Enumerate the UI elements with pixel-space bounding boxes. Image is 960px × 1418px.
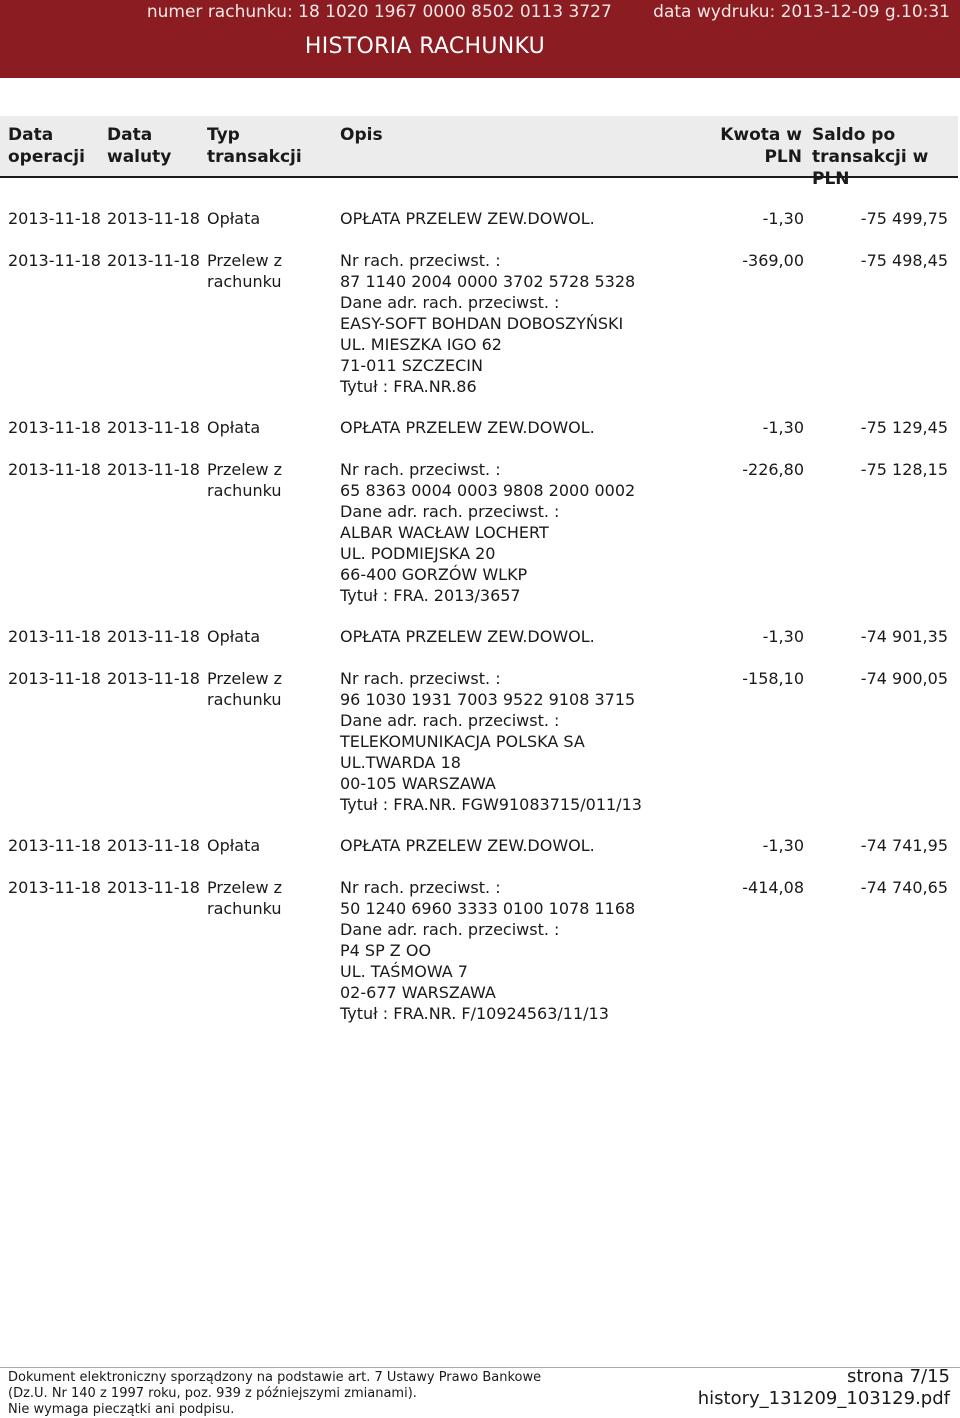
- cell-balance: -75 498,45: [860, 251, 948, 270]
- cell-type: Przelew z rachunku: [207, 251, 283, 291]
- cell-description: [340, 250, 730, 397]
- cell-date: 2013-11-18: [8, 251, 101, 270]
- footer-page-info: [650, 1366, 950, 1410]
- description-line: UL.TWARDA 18: [340, 753, 461, 772]
- description-line: Dane adr. rach. przeciwst. :: [340, 711, 560, 730]
- column-header-row: [0, 116, 958, 189]
- description-line: 65 8363 0004 0003 9808 2000 0002: [340, 481, 636, 500]
- cell-balance: -74 901,35: [860, 627, 948, 646]
- cell-amount: -414,08: [742, 878, 804, 897]
- footer-note-line: Dokument elektroniczny sporządzony na podstawie art. 7 Ustawy Prawo Bankowe: [8, 1370, 542, 1385]
- description-line: Nr rach. przeciwst. :: [340, 251, 501, 270]
- transactions-table: [0, 208, 960, 1044]
- table-row: [0, 250, 960, 417]
- description-line: Dane adr. rach. przeciwst. :: [340, 920, 560, 939]
- cell-date: 2013-11-18: [8, 669, 101, 688]
- file-name: history_131209_103129.pdf: [697, 1388, 950, 1409]
- description-line: 71-011 SZCZECIN: [340, 356, 483, 375]
- column-type: Typ transakcji: [207, 125, 302, 167]
- cell-type: Przelew z rachunku: [207, 878, 283, 918]
- description-line: OPŁATA PRZELEW ZEW.DOWOL.: [340, 418, 595, 437]
- account-number: numer rachunku: 18 1020 1967 0000 8502 0113 3727: [146, 2, 612, 22]
- description-line: UL. PODMIEJSKA 20: [340, 544, 496, 563]
- cell-valuta: 2013-11-18: [107, 209, 200, 228]
- cell-type: Opłata: [207, 418, 261, 437]
- description-line: 87 1140 2004 0000 3702 5728 5328: [340, 272, 636, 291]
- cell-valuta: 2013-11-18: [107, 836, 200, 855]
- description-line: UL. MIESZKA IGO 62: [340, 335, 502, 354]
- description-line: 96 1030 1931 7003 9522 9108 3715: [340, 690, 636, 709]
- cell-balance: -75 128,15: [860, 460, 948, 479]
- description-line: Tytuł : FRA.NR. F/10924563/11/13: [340, 1004, 609, 1023]
- footer-note-line: Nie wymaga pieczątki ani podpisu.: [8, 1402, 235, 1417]
- page-title: HISTORIA RACHUNKU: [304, 34, 546, 59]
- column-description: Opis: [340, 125, 383, 145]
- cell-type: Opłata: [207, 209, 261, 228]
- description-line: EASY-SOFT BOHDAN DOBOSZYŃSKI: [340, 314, 624, 333]
- description-line: Nr rach. przeciwst. :: [340, 460, 501, 479]
- cell-description: [340, 459, 730, 606]
- cell-date: 2013-11-18: [8, 209, 101, 228]
- cell-amount: -369,00: [742, 251, 804, 270]
- description-line: OPŁATA PRZELEW ZEW.DOWOL.: [340, 836, 595, 855]
- cell-description: [340, 208, 730, 229]
- description-line: 02-677 WARSZAWA: [340, 983, 496, 1002]
- cell-amount: -158,10: [742, 669, 804, 688]
- cell-type: Opłata: [207, 627, 261, 646]
- description-line: Dane adr. rach. przeciwst. :: [340, 502, 560, 521]
- footer-note: [8, 1370, 542, 1418]
- cell-balance: -74 741,95: [860, 836, 948, 855]
- description-line: 00-105 WARSZAWA: [340, 774, 496, 793]
- cell-date: 2013-11-18: [8, 836, 101, 855]
- cell-description: [340, 417, 730, 438]
- description-line: Tytuł : FRA.NR. FGW91083715/011/13: [340, 795, 642, 814]
- column-balance: Saldo po transakcji w PLN: [812, 125, 929, 189]
- description-line: Nr rach. przeciwst. :: [340, 669, 501, 688]
- cell-amount: -226,80: [742, 460, 804, 479]
- column-valuta: Data waluty: [107, 125, 172, 167]
- cell-valuta: 2013-11-18: [107, 418, 200, 437]
- cell-valuta: 2013-11-18: [107, 669, 200, 688]
- description-line: ALBAR WACŁAW LOCHERT: [340, 523, 549, 542]
- table-row: [0, 626, 960, 668]
- cell-date: 2013-11-18: [8, 418, 101, 437]
- table-row: [0, 417, 960, 459]
- cell-amount: -1,30: [762, 418, 804, 437]
- cell-balance: -75 129,45: [860, 418, 948, 437]
- description-line: OPŁATA PRZELEW ZEW.DOWOL.: [340, 627, 595, 646]
- cell-type: Przelew z rachunku: [207, 669, 283, 709]
- document-header: [0, 0, 960, 78]
- description-line: 50 1240 6960 3333 0100 1078 1168: [340, 899, 636, 918]
- table-row: [0, 208, 960, 250]
- description-line: OPŁATA PRZELEW ZEW.DOWOL.: [340, 209, 595, 228]
- header-meta: [111, 2, 950, 22]
- column-date: Data operacji: [8, 125, 85, 167]
- cell-description: [340, 626, 730, 647]
- table-row: [0, 459, 960, 626]
- cell-balance: -74 740,65: [860, 878, 948, 897]
- description-line: Tytuł : FRA. 2013/3657: [340, 586, 521, 605]
- cell-balance: -74 900,05: [860, 669, 948, 688]
- table-row: [0, 668, 960, 835]
- description-line: Dane adr. rach. przeciwst. :: [340, 293, 560, 312]
- cell-valuta: 2013-11-18: [107, 460, 200, 479]
- description-line: 66-400 GORZÓW WLKP: [340, 565, 528, 584]
- table-row: [0, 877, 960, 1044]
- cell-date: 2013-11-18: [8, 460, 101, 479]
- print-date: data wydruku: 2013-12-09 g.10:31: [653, 2, 950, 22]
- cell-date: 2013-11-18: [8, 878, 101, 897]
- description-line: UL. TAŚMOWA 7: [340, 962, 468, 981]
- description-line: Tytuł : FRA.NR.86: [340, 377, 477, 396]
- cell-description: [340, 877, 730, 1024]
- table-row: [0, 835, 960, 877]
- column-amount: Kwota w PLN: [720, 125, 802, 167]
- cell-amount: -1,30: [762, 209, 804, 228]
- description-line: TELEKOMUNIKACJA POLSKA SA: [340, 732, 585, 751]
- cell-balance: -75 499,75: [860, 209, 948, 228]
- cell-type: Opłata: [207, 836, 261, 855]
- cell-description: [340, 668, 730, 815]
- footer-note-line: (Dz.U. Nr 140 z 1997 roku, poz. 939 z późniejszymi zmianami).: [8, 1386, 417, 1401]
- description-line: Nr rach. przeciwst. :: [340, 878, 501, 897]
- cell-description: [340, 835, 730, 856]
- cell-valuta: 2013-11-18: [107, 251, 200, 270]
- cell-valuta: 2013-11-18: [107, 878, 200, 897]
- cell-amount: -1,30: [762, 836, 804, 855]
- cell-amount: -1,30: [762, 627, 804, 646]
- page-number: strona 7/15: [846, 1366, 950, 1387]
- cell-valuta: 2013-11-18: [107, 627, 200, 646]
- cell-type: Przelew z rachunku: [207, 460, 283, 500]
- description-line: P4 SP Z OO: [340, 941, 432, 960]
- cell-date: 2013-11-18: [8, 627, 101, 646]
